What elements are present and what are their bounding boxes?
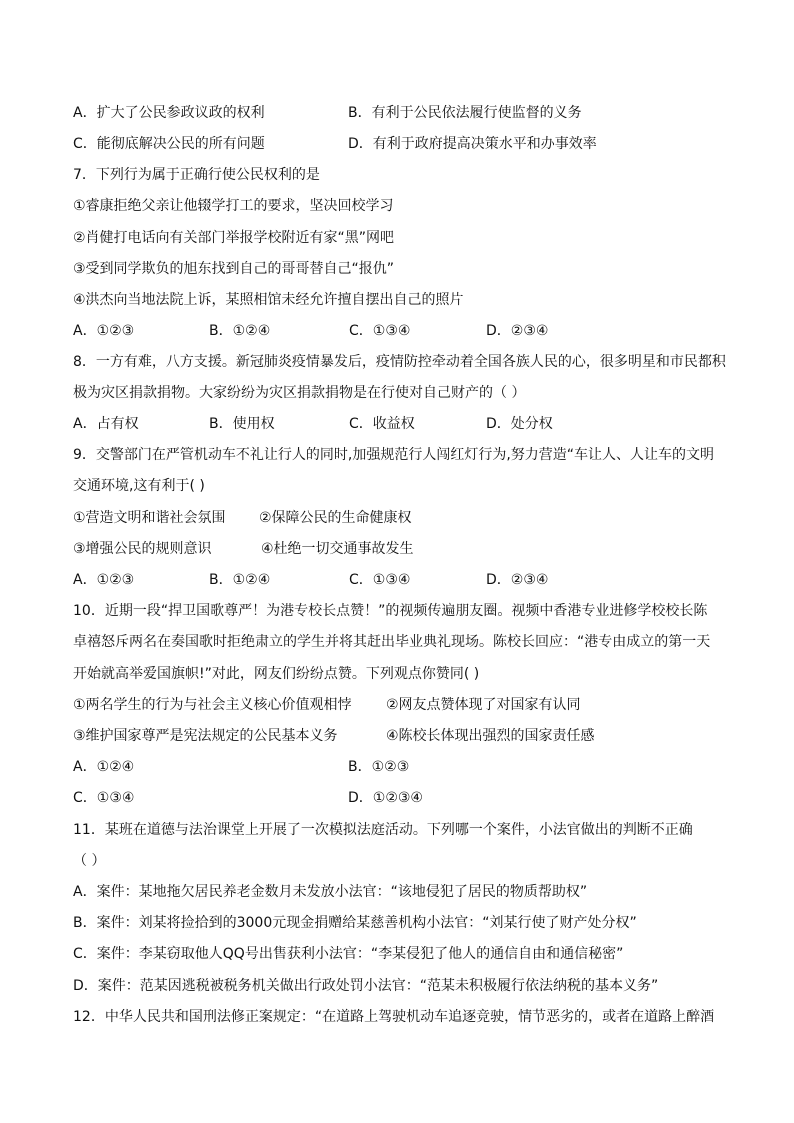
q9-stem-line-2: 交通环境,这有利于( ) bbox=[73, 478, 205, 494]
q11-option-d: D．案件：范某因逃税被税务机关做出行政处罚小法官：“范某未积极履行依法纳税的基本义务” bbox=[73, 978, 659, 994]
q7-item-2: ②肖健打电话向有关部门举报学校附近有家“黑”网吧 bbox=[73, 230, 395, 246]
q7-stem: 7．下列行为属于正确行使公民权利的是 bbox=[73, 167, 320, 183]
q11-option-a: A．案件：某地拖欠居民养老金数月未发放小法官：“该地侵犯了居民的物质帮助权” bbox=[73, 884, 588, 900]
q10-item-2: ②网友点赞体现了对国家有认同 bbox=[386, 697, 581, 713]
q8-option-a: A．占有权 bbox=[73, 416, 139, 432]
q6-option-c: C．能彻底解决公民的所有问题 bbox=[73, 136, 265, 152]
q7-item-1: ①睿康拒绝父亲让他辍学打工的要求，坚决回校学习 bbox=[73, 198, 394, 214]
q9-option-d: D．②③④ bbox=[486, 572, 549, 588]
q9-stem-line-1: 9．交警部门在严管机动车不礼让行人的同时,加强规范行人闯红灯行为,努力营造“车让人、人让车的文明 bbox=[73, 447, 715, 463]
q10-item-3: ③维护国家尊严是宪法规定的公民基本义务 bbox=[73, 728, 338, 744]
q7-option-a: A．①②③ bbox=[73, 323, 135, 339]
q9-item-2: ②保障公民的生命健康权 bbox=[259, 510, 412, 526]
q11-stem-line-2: （ ） bbox=[73, 853, 106, 869]
q8-option-d: D．处分权 bbox=[486, 416, 553, 432]
q6-option-d: D．有利于政府提高决策水平和办事效率 bbox=[348, 136, 597, 152]
q10-option-a: A．①②④ bbox=[73, 759, 135, 775]
q10-stem-line-2: 卓禧怒斥两名在奏国歌时拒绝肃立的学生并将其赶出毕业典礼现场。陈校长回应：“港专由成立的第一天 bbox=[73, 634, 711, 650]
q11-stem-line-1: 11．某班在道德与法治课堂上开展了一次模拟法庭活动。下列哪一个案件，小法官做出的判断不正确 bbox=[73, 822, 693, 838]
q6-option-a: A．扩大了公民参政议政的权利 bbox=[73, 105, 265, 121]
q10-stem-line-1: 10．近期一段“捍卫国歌尊严！为港专校长点赞！”的视频传遍朋友圈。视频中香港专业进修学校校长陈 bbox=[73, 603, 708, 619]
q8-stem-line-1: 8．一方有难，八方支援。新冠肺炎疫情暴发后，疫情防控牵动着全国各族人民的心，很多明星和市民都积 bbox=[73, 354, 726, 370]
q10-item-1: ①两名学生的行为与社会主义核心价值观相悖 bbox=[73, 697, 352, 713]
q9-option-b: B．①②④ bbox=[209, 572, 271, 588]
q9-item-3: ③增强公民的规则意识 bbox=[73, 541, 212, 557]
q10-item-4: ④陈校长体现出强烈的国家责任感 bbox=[386, 728, 595, 744]
q9-item-4: ④杜绝一切交通事故发生 bbox=[261, 541, 414, 557]
q7-option-c: C．①③④ bbox=[349, 323, 411, 339]
q12-stem-line-1: 12．中华人民共和国刑法修正案规定：“在道路上驾驶机动车追逐竞驶，情节恶劣的，或者在道路上醉酒 bbox=[73, 1009, 715, 1025]
q6-option-b: B．有利于公民依法履行使监督的义务 bbox=[348, 105, 582, 121]
q8-stem-line-2: 极为灾区捐款捐物。大家纷纷为灾区捐款捐物是在行使对自己财产的（ ） bbox=[73, 385, 526, 401]
q11-option-b: B．案件：刘某将捡拾到的3000元现金捐赠给某慈善机构小法官：“刘某行使了财产处分权” bbox=[73, 915, 637, 931]
q10-option-d: D．①②③④ bbox=[348, 790, 423, 806]
q7-option-b: B．①②④ bbox=[209, 323, 271, 339]
q10-option-b: B．①②③ bbox=[348, 759, 410, 775]
q10-option-c: C．①③④ bbox=[73, 790, 135, 806]
q8-option-c: C．收益权 bbox=[349, 416, 415, 432]
q7-option-d: D．②③④ bbox=[486, 323, 549, 339]
q11-option-c: C．案件：李某窃取他人QQ号出售获利小法官：“李某侵犯了他人的通信自由和通信秘密” bbox=[73, 946, 624, 962]
q9-item-1: ①营造文明和谐社会氛围 bbox=[73, 510, 226, 526]
q9-option-a: A．①②③ bbox=[73, 572, 135, 588]
q9-option-c: C．①③④ bbox=[349, 572, 411, 588]
q7-item-3: ③受到同学欺负的旭东找到自己的哥哥替自己“报仇” bbox=[73, 261, 395, 277]
q8-option-b: B．使用权 bbox=[209, 416, 275, 432]
q7-item-4: ④洪杰向当地法院上诉，某照相馆未经允许擅自摆出自己的照片 bbox=[73, 292, 464, 308]
q10-stem-line-3: 开始就高举爱国旗帜!”对此，网友们纷纷点赞。下列观点你赞同( ) bbox=[73, 666, 480, 682]
